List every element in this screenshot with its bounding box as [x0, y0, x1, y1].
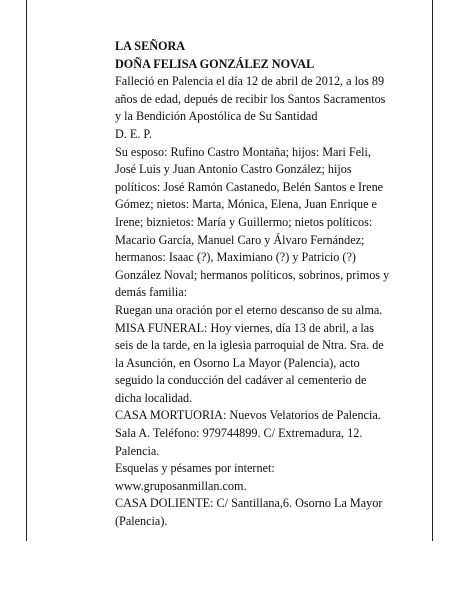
- body-line: González Noval; hermanos políticos, sobrinos, primos y: [115, 267, 390, 282]
- body-line: seis de la tarde, en la iglesia parroquial de Ntra. Sra. de: [115, 338, 384, 353]
- body-line: Sala A. Teléfono: 979744899. C/ Extremadura, 12.: [115, 426, 363, 441]
- body-line: Gómez; nietos: Marta, Mónica, Elena, Juan Enrique e: [115, 197, 377, 212]
- body-line: hermanos: Isaac (?), Maximiano (?) y Patricio (?): [115, 250, 356, 265]
- body-line: políticos: José Ramón Castanedo, Belén Santos e Irene: [115, 179, 384, 194]
- body-line: D. E. P.: [115, 126, 152, 141]
- body-line: la Asunción, en Osorno La Mayor (Palencia), acto: [115, 355, 360, 370]
- body-line: Falleció en Palencia el día 12 de abril de 2012, a los 89: [115, 74, 385, 89]
- body-line: Irene; biznietos: María y Guillermo; nietos políticos:: [115, 214, 373, 229]
- body-line: seguido la conducción del cadáver al cementerio de: [115, 373, 367, 388]
- body-line: Su esposo: Rufino Castro Montaña; hijos: Mari Feli,: [115, 144, 371, 159]
- body-line: www.gruposanmillan.com.: [115, 478, 247, 493]
- body-line: (Palencia).: [115, 514, 168, 529]
- body-line: MISA FUNERAL: Hoy viernes, día 13 de abril, a las: [115, 320, 374, 335]
- title-line: LA SEÑORA: [115, 39, 186, 53]
- left-border-line: [26, 0, 27, 541]
- body-line: CASA DOLIENTE: C/ Santillana,6. Osorno La Mayor: [115, 496, 383, 511]
- body-line: dicha localidad.: [115, 390, 193, 405]
- body-line: Ruegan una oración por el eterno descanso de su alma.: [115, 302, 383, 317]
- body-line: José Luis y Juan Antonio Castro González; hijos: [115, 162, 352, 177]
- body-line: demás familia:: [115, 285, 188, 300]
- deceased-name: DOÑA FELISA GONZÁLEZ NOVAL: [115, 56, 315, 71]
- obituary-notice: [115, 38, 435, 531]
- body-line: Palencia.: [115, 443, 160, 458]
- body-line: Esquelas y pésames por internet:: [115, 461, 275, 476]
- body-line: CASA MORTUORIA: Nuevos Velatorios de Palencia.: [115, 408, 381, 423]
- body-line: Macario García, Manuel Caro y Álvaro Fernández;: [115, 232, 365, 247]
- body-line: y la Bendición Apostólica de Su Santidad: [115, 109, 318, 124]
- body-line: años de edad, depués de recibir los Santos Sacramentos: [115, 91, 386, 106]
